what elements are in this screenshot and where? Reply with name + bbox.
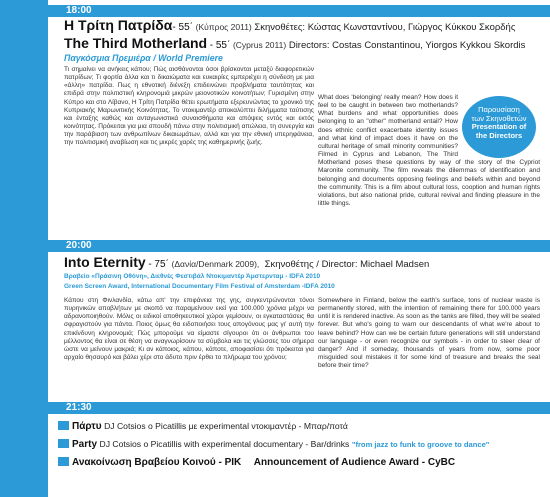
synopsis-gr-1: Τι σημαίνει να ανήκεις κάπου; Πώς αισθάνονται όσοι βρίσκονται μεταξύ διαφορετικών πατρίδων; Τι φορτία άλλα και τι δικαιώματα και ευκαιρίες εμπεριέχει η σύνδεση με μια «άλλη» πατρίδα. Πως η εθνοτική διένεξη επιδεινώνει προβλήματα ταυτότητας και επιδρά στην πολιτιστική κληρονομιά μικρών μειονοτικών κοινοτήτων; Γυρισμένη στην Κύπρο και στο Λίβανο, Η Τρίτη Πατρίδα θέτει ερωτήματα εξερευνώντας το χρονικό της Κυπριακής Μαρωνιτικής Κοινότητας. Το ντοκιμαντέρ αποκαλύπτει διλήμματα ταύτισης και ένταξης καθώς και ανταγωνιστικά συναισθήματα και απόψεις εντός και εκτός κοινότητας. Πρόκειται για μια σπουδή πάνω στην πολιτισμική απώλεια, τη συνεργία και την παράβιαση των ανθρωπίνων δικαιωμάτων, αλλά και για την εθνική υπερηφάνεια, την πολιτισμική αναβίωση και τις μικρές χαρές της καθημερινής ζωής. xyxy=(64,66,314,147)
duration-en: - 55΄ xyxy=(209,40,231,51)
credits: Σκηνοθέτης / Director: Michael Madsen xyxy=(264,259,430,270)
time-bar-1800 xyxy=(48,5,550,17)
award-en: Green Screen Award, International Documentary Film Festival of Amsterdam -IDFA 2010 xyxy=(64,283,335,290)
badge-text-en-1: Presentation of xyxy=(471,122,527,132)
time-label: 18:00 xyxy=(66,5,92,16)
synopsis-en-2: Somewhere in Finland, below the earth's surface, tons of nuclear waste is permanently stored, with the intention of remaining there for 100.000 years until it is rendered inactive. As soon as the tanks are filled, they will be sealed forever. But who's going to warn our descendants of what we're about to leave behind? How can we be certain future generations will still understand our language - or even recognize our symbols - in order to steer clear of danger? And if someday, thousands of years from now, some poor misguided soul mistakes it for some kind of treasure and breaks the seal before their time? xyxy=(318,297,540,370)
party-text-en: DJ Cotsios o Picatillis with experimental documentary - Bar/drinks xyxy=(99,439,350,449)
party-label-gr: Πάρτυ xyxy=(72,421,102,432)
bullet-square-icon xyxy=(58,421,69,430)
credits-en: Directors: Costas Constantinou, Yiorgos Kykkou Skordis xyxy=(288,40,526,51)
synopsis-gr-2: Κάπου στη Φινλανδία, κάτω απ' την επιφάνεια της γης, συγκεντρώνονται τόνοι πυρηνικών αποβλήτων με σκοπό να παραμείνουν εκεί για 100.000 χρόνια μέχρι να αδρανοποιηθούν. Μόλις οι ειδικοί αποθηκευτικοί χώροι γεμίσουν, οι εγκαταστάσεις θα σφραγιστούν για πάντα. Ποιος όμως θα ειδοποιήσει τους απογόνους μας γι' αυτή την επικίνδυνη κληρονομιά; Πώς μπορούμε να είμαστε σίγουροι ότι οι άνθρωποι του μέλλοντος θα είναι σε θέση να αναγνωρίσουν τα σύμβολα και τις γλώσσες του σήμερα ώστε να μείνουν μακριά; Κι αν κάποιος, κάπου, κάποτε, αποφασίσει ότι πρόκειται για αρχαίο θησαυρό και βάλει χέρι στο άδυτο πριν έρθει το πλήρωμα του χρόνου; xyxy=(64,297,314,362)
badge-text-gr-2: των Σκηνοθετών xyxy=(471,113,527,123)
bullet-square-icon xyxy=(58,457,69,466)
party-quote-en: "from jazz to funk to groove to dance" xyxy=(351,440,490,449)
party-row-en xyxy=(58,438,489,451)
duration-gr: - 55΄ xyxy=(172,22,193,33)
audience-award-en: Announcement of Audience Award - CyBC xyxy=(253,457,456,468)
film-title-line-gr xyxy=(64,18,515,35)
audience-award-row xyxy=(58,456,455,469)
duration: - 75΄ xyxy=(148,259,169,270)
bullet-square-icon xyxy=(58,439,69,448)
time-bar-2130 xyxy=(48,402,550,414)
award-gr: Βραβείο «Πράσινη Οθόνη», Διεθνές Φεστιβάλ Ντοκιμαντέρ Άμστερνταμ - IDFA 2010 xyxy=(64,273,321,280)
film-title-line-en xyxy=(64,36,525,53)
premiere-label: Παγκόσμια Πρεμιέρα / World Premiere xyxy=(64,53,223,63)
film-title-line-2 xyxy=(64,255,429,272)
film-title-en: The Third Motherland xyxy=(64,35,208,51)
time-label: 20:00 xyxy=(66,240,92,251)
audience-award-gr: Ανακοίνωση Βραβείου Κοινού - PIK xyxy=(72,457,242,468)
film-title: Into Eternity xyxy=(64,254,146,270)
directors-presentation-badge xyxy=(462,96,536,158)
party-row-gr xyxy=(58,420,348,433)
party-text-gr: DJ Cotsios ο Picatillis με experimental ντοκιμαντέρ - Μπαρ/ποτά xyxy=(104,421,348,431)
time-bar-2000 xyxy=(48,240,550,252)
film-title-gr: Η Τρίτη Πατρίδα xyxy=(64,17,173,33)
credits-gr: Σκηνοθέτες: Κώστας Κωνσταντίνου, Γιώργος Κύκκου Σκορδής xyxy=(254,22,516,33)
time-label: 21:30 xyxy=(66,402,92,413)
party-label-en: Party xyxy=(72,439,98,450)
country-gr: (Κύπρος 2011) xyxy=(195,22,252,32)
synopsis-en-1: What does 'belonging' really mean? How does it feel to be caught in between two motherlands? What burdens and what opportunities does belonging to an "other" motherland entail? How does ethnic conflict exacerbate identity issues and what kind of impact does it have on the cultural heritage of small minority communities? Filmed in Cyprus and Lebanon, The Third Motherland poses these questions by way of the story of the Cypriot Maronite community. The film reveals the dilemmas of identification and belonging and documents opposing feelings and beliefs within and beyond the community. This is a film about cultural loss, cooption and human rights violations, but also national pride, cultural revival and finding pleasure in the little things. xyxy=(318,94,540,208)
country-en: (Cyprus 2011) xyxy=(232,40,287,50)
badge-text-en-2: the Directors xyxy=(475,130,523,140)
left-color-band xyxy=(0,0,48,497)
badge-text-gr-1: Παρουσίαση xyxy=(478,105,520,114)
country: (Δανία/Denmark 2009), xyxy=(171,259,260,269)
